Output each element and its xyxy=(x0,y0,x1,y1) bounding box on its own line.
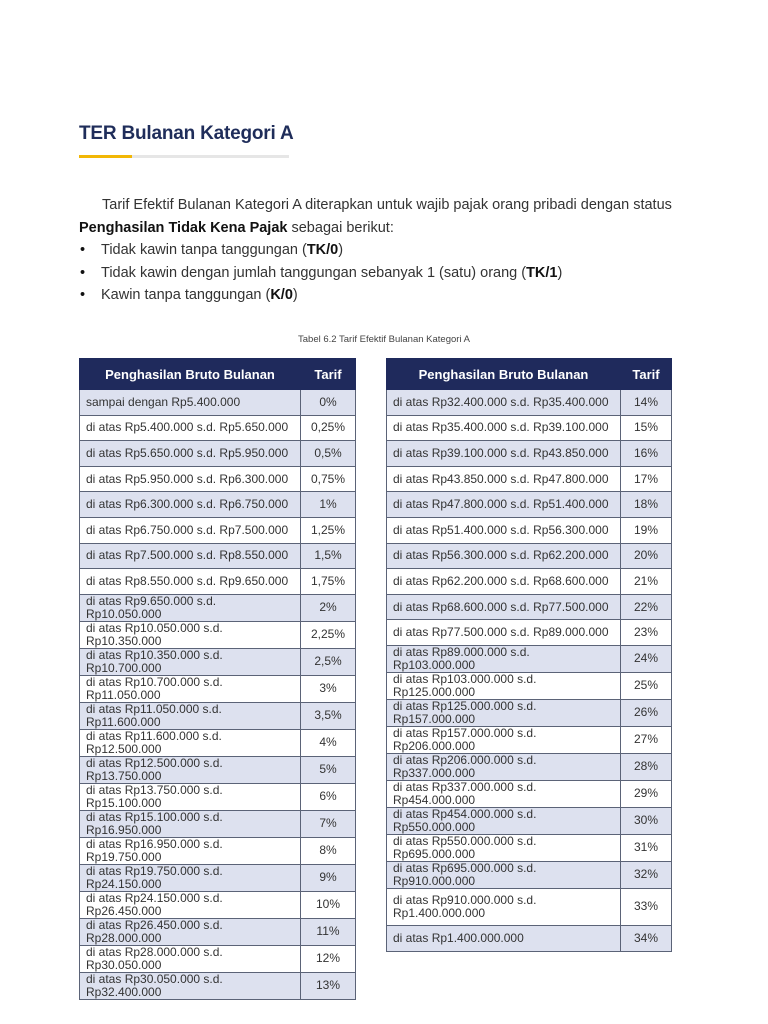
income-range-cell: di atas Rp103.000.000 s.d. Rp125.000.000 xyxy=(387,672,621,699)
income-range-cell: di atas Rp51.400.000 s.d. Rp56.300.000 xyxy=(387,517,621,543)
rate-cell: 18% xyxy=(621,492,672,518)
income-range-cell: di atas Rp910.000.000 s.d. Rp1.400.000.000 xyxy=(387,888,621,925)
table-row xyxy=(80,891,356,918)
rate-cell: 2,25% xyxy=(301,621,356,648)
table-row xyxy=(387,594,672,620)
table-row xyxy=(387,753,672,780)
rate-cell: 29% xyxy=(621,780,672,807)
income-range-cell: di atas Rp550.000.000 s.d. Rp695.000.000 xyxy=(387,834,621,861)
page-title: TER Bulanan Kategori A xyxy=(79,123,294,144)
intro-paragraph-part1: Tarif Efektif Bulanan Kategori A diterapkan untuk wajib pajak orang pribadi dengan status xyxy=(102,197,672,213)
rate-cell: 24% xyxy=(621,645,672,672)
table-row xyxy=(387,645,672,672)
status-item-tk0 xyxy=(79,239,679,262)
income-range-cell: di atas Rp15.100.000 s.d. Rp16.950.000 xyxy=(80,810,301,837)
rate-cell: 31% xyxy=(621,834,672,861)
rate-cell: 0,75% xyxy=(301,466,356,492)
rate-cell: 5% xyxy=(301,756,356,783)
income-range-cell: di atas Rp9.650.000 s.d. Rp10.050.000 xyxy=(80,594,301,621)
income-range-cell: di atas Rp7.500.000 s.d. Rp8.550.000 xyxy=(80,543,301,569)
table-row xyxy=(387,466,672,492)
status-item-end: ) xyxy=(557,264,563,281)
header-rate: Tarif xyxy=(621,359,672,390)
income-range-cell: di atas Rp454.000.000 s.d. Rp550.000.000 xyxy=(387,807,621,834)
income-range-cell: di atas Rp10.700.000 s.d. Rp11.050.000 xyxy=(80,675,301,702)
rate-cell: 13% xyxy=(301,972,356,999)
income-range-cell: di atas Rp10.350.000 s.d. Rp10.700.000 xyxy=(80,648,301,675)
table-row xyxy=(80,594,356,621)
table-row xyxy=(387,620,672,646)
income-range-cell: di atas Rp77.500.000 s.d. Rp89.000.000 xyxy=(387,620,621,646)
status-list xyxy=(79,239,679,307)
status-code: K/0 xyxy=(270,287,293,303)
status-item-text: Kawin tanpa tanggungan ( xyxy=(101,287,271,303)
rate-cell: 25% xyxy=(621,672,672,699)
rate-cell: 23% xyxy=(621,620,672,646)
table-row xyxy=(387,543,672,569)
table-row xyxy=(387,925,672,951)
table-row xyxy=(80,466,356,492)
rate-cell: 32% xyxy=(621,861,672,888)
header-income: Penghasilan Bruto Bulanan xyxy=(80,359,301,390)
rate-cell: 34% xyxy=(621,925,672,951)
table-row xyxy=(80,702,356,729)
table-row xyxy=(80,390,356,416)
rate-cell: 1,5% xyxy=(301,543,356,569)
income-range-cell: di atas Rp26.450.000 s.d. Rp28.000.000 xyxy=(80,918,301,945)
intro-paragraph-part2: sebagai berikut: xyxy=(287,219,394,236)
income-range-cell: di atas Rp5.950.000 s.d. Rp6.300.000 xyxy=(80,466,301,492)
intro-paragraph xyxy=(79,194,679,239)
income-range-cell: sampai dengan Rp5.400.000 xyxy=(80,390,301,416)
table-row xyxy=(80,675,356,702)
title-underline xyxy=(79,155,289,158)
table-row xyxy=(80,756,356,783)
table-row xyxy=(387,807,672,834)
income-range-cell: di atas Rp43.850.000 s.d. Rp47.800.000 xyxy=(387,466,621,492)
status-item-k0 xyxy=(79,284,679,307)
rate-cell: 0,5% xyxy=(301,441,356,467)
status-code: TK/0 xyxy=(306,242,339,258)
status-item-tk1 xyxy=(79,262,679,285)
income-range-cell: di atas Rp5.400.000 s.d. Rp5.650.000 xyxy=(80,415,301,441)
table-row xyxy=(80,492,356,518)
income-range-cell: di atas Rp6.300.000 s.d. Rp6.750.000 xyxy=(80,492,301,518)
rate-table-right-body xyxy=(387,390,672,952)
income-range-cell: di atas Rp68.600.000 s.d. Rp77.500.000 xyxy=(387,594,621,620)
table-row xyxy=(387,517,672,543)
income-range-cell: di atas Rp30.050.000 s.d. Rp32.400.000 xyxy=(80,972,301,999)
table-row xyxy=(80,837,356,864)
rate-cell: 10% xyxy=(301,891,356,918)
rate-cell: 17% xyxy=(621,466,672,492)
income-range-cell: di atas Rp56.300.000 s.d. Rp62.200.000 xyxy=(387,543,621,569)
income-range-cell: di atas Rp1.400.000.000 xyxy=(387,925,621,951)
income-range-cell: di atas Rp11.050.000 s.d. Rp11.600.000 xyxy=(80,702,301,729)
table-row xyxy=(387,441,672,467)
table-row xyxy=(387,834,672,861)
income-range-cell: di atas Rp206.000.000 s.d. Rp337.000.000 xyxy=(387,753,621,780)
header-rate: Tarif xyxy=(301,359,356,390)
table-row xyxy=(80,648,356,675)
rate-cell: 21% xyxy=(621,569,672,595)
rate-cell: 14% xyxy=(621,390,672,416)
income-range-cell: di atas Rp47.800.000 s.d. Rp51.400.000 xyxy=(387,492,621,518)
rate-cell: 11% xyxy=(301,918,356,945)
title-underline-accent xyxy=(79,155,132,158)
table-row xyxy=(387,888,672,925)
table-row xyxy=(387,726,672,753)
table-row xyxy=(80,543,356,569)
rate-cell: 16% xyxy=(621,441,672,467)
table-row xyxy=(387,672,672,699)
rate-table-left-body xyxy=(80,390,356,1000)
income-range-cell: di atas Rp89.000.000 s.d. Rp103.000.000 xyxy=(387,645,621,672)
rate-cell: 1,25% xyxy=(301,517,356,543)
rate-cell: 22% xyxy=(621,594,672,620)
income-range-cell: di atas Rp32.400.000 s.d. Rp35.400.000 xyxy=(387,390,621,416)
income-range-cell: di atas Rp11.600.000 s.d. Rp12.500.000 xyxy=(80,729,301,756)
rate-cell: 15% xyxy=(621,415,672,441)
income-range-cell: di atas Rp8.550.000 s.d. Rp9.650.000 xyxy=(80,569,301,595)
income-range-cell: di atas Rp10.050.000 s.d. Rp10.350.000 xyxy=(80,621,301,648)
table-row xyxy=(387,861,672,888)
rate-cell: 3,5% xyxy=(301,702,356,729)
rate-cell: 12% xyxy=(301,945,356,972)
rate-cell: 3% xyxy=(301,675,356,702)
status-item-text: Tidak kawin tanpa tanggungan ( xyxy=(101,242,307,258)
status-code: TK/1 xyxy=(526,264,558,281)
rate-cell: 0% xyxy=(301,390,356,416)
table-row xyxy=(80,621,356,648)
status-item-text: Tidak kawin dengan jumlah tanggungan sebanyak 1 (satu) orang ( xyxy=(101,264,527,281)
income-range-cell: di atas Rp157.000.000 s.d. Rp206.000.000 xyxy=(387,726,621,753)
income-range-cell: di atas Rp337.000.000 s.d. Rp454.000.000 xyxy=(387,780,621,807)
header-income: Penghasilan Bruto Bulanan xyxy=(387,359,621,390)
rate-cell: 30% xyxy=(621,807,672,834)
income-range-cell: di atas Rp19.750.000 s.d. Rp24.150.000 xyxy=(80,864,301,891)
income-range-cell: di atas Rp35.400.000 s.d. Rp39.100.000 xyxy=(387,415,621,441)
rate-cell: 1,75% xyxy=(301,569,356,595)
table-row xyxy=(80,569,356,595)
rate-cell: 0,25% xyxy=(301,415,356,441)
rate-table-left xyxy=(79,358,356,1000)
income-range-cell: di atas Rp12.500.000 s.d. Rp13.750.000 xyxy=(80,756,301,783)
rate-cell: 20% xyxy=(621,543,672,569)
income-range-cell: di atas Rp16.950.000 s.d. Rp19.750.000 xyxy=(80,837,301,864)
table-row xyxy=(80,517,356,543)
income-range-cell: di atas Rp24.150.000 s.d. Rp26.450.000 xyxy=(80,891,301,918)
income-range-cell: di atas Rp39.100.000 s.d. Rp43.850.000 xyxy=(387,441,621,467)
table-row xyxy=(387,390,672,416)
table-row xyxy=(387,569,672,595)
intro-text xyxy=(79,194,679,307)
income-range-cell: di atas Rp13.750.000 s.d. Rp15.100.000 xyxy=(80,783,301,810)
rate-cell: 1% xyxy=(301,492,356,518)
table-row xyxy=(387,415,672,441)
rate-cell: 8% xyxy=(301,837,356,864)
table-row xyxy=(387,699,672,726)
rate-cell: 2,5% xyxy=(301,648,356,675)
income-range-cell: di atas Rp62.200.000 s.d. Rp68.600.000 xyxy=(387,569,621,595)
table-row xyxy=(80,945,356,972)
table-row xyxy=(387,492,672,518)
table-row xyxy=(80,441,356,467)
intro-paragraph-bold: Penghasilan Tidak Kena Pajak xyxy=(79,219,288,236)
income-range-cell: di atas Rp5.650.000 s.d. Rp5.950.000 xyxy=(80,441,301,467)
rate-cell: 2% xyxy=(301,594,356,621)
table-row xyxy=(80,972,356,999)
table-row xyxy=(80,810,356,837)
table-row xyxy=(80,415,356,441)
rate-cell: 28% xyxy=(621,753,672,780)
income-range-cell: di atas Rp28.000.000 s.d. Rp30.050.000 xyxy=(80,945,301,972)
rate-cell: 7% xyxy=(301,810,356,837)
status-item-end: ) xyxy=(338,242,344,258)
income-range-cell: di atas Rp125.000.000 s.d. Rp157.000.000 xyxy=(387,699,621,726)
rate-cell: 6% xyxy=(301,783,356,810)
table-row xyxy=(387,780,672,807)
income-range-cell: di atas Rp695.000.000 s.d. Rp910.000.000 xyxy=(387,861,621,888)
table-header-row xyxy=(387,359,672,390)
table-row xyxy=(80,783,356,810)
status-item-end: ) xyxy=(292,287,298,303)
rate-cell: 26% xyxy=(621,699,672,726)
income-range-cell: di atas Rp6.750.000 s.d. Rp7.500.000 xyxy=(80,517,301,543)
table-caption: Tabel 6.2 Tarif Efektif Bulanan Kategori A xyxy=(298,334,470,345)
table-row xyxy=(80,918,356,945)
rate-cell: 27% xyxy=(621,726,672,753)
table-row xyxy=(80,864,356,891)
rate-cell: 19% xyxy=(621,517,672,543)
rate-cell: 9% xyxy=(301,864,356,891)
table-header-row xyxy=(80,359,356,390)
rate-table-right xyxy=(386,358,672,952)
table-row xyxy=(80,729,356,756)
rate-cell: 4% xyxy=(301,729,356,756)
rate-cell: 33% xyxy=(621,888,672,925)
